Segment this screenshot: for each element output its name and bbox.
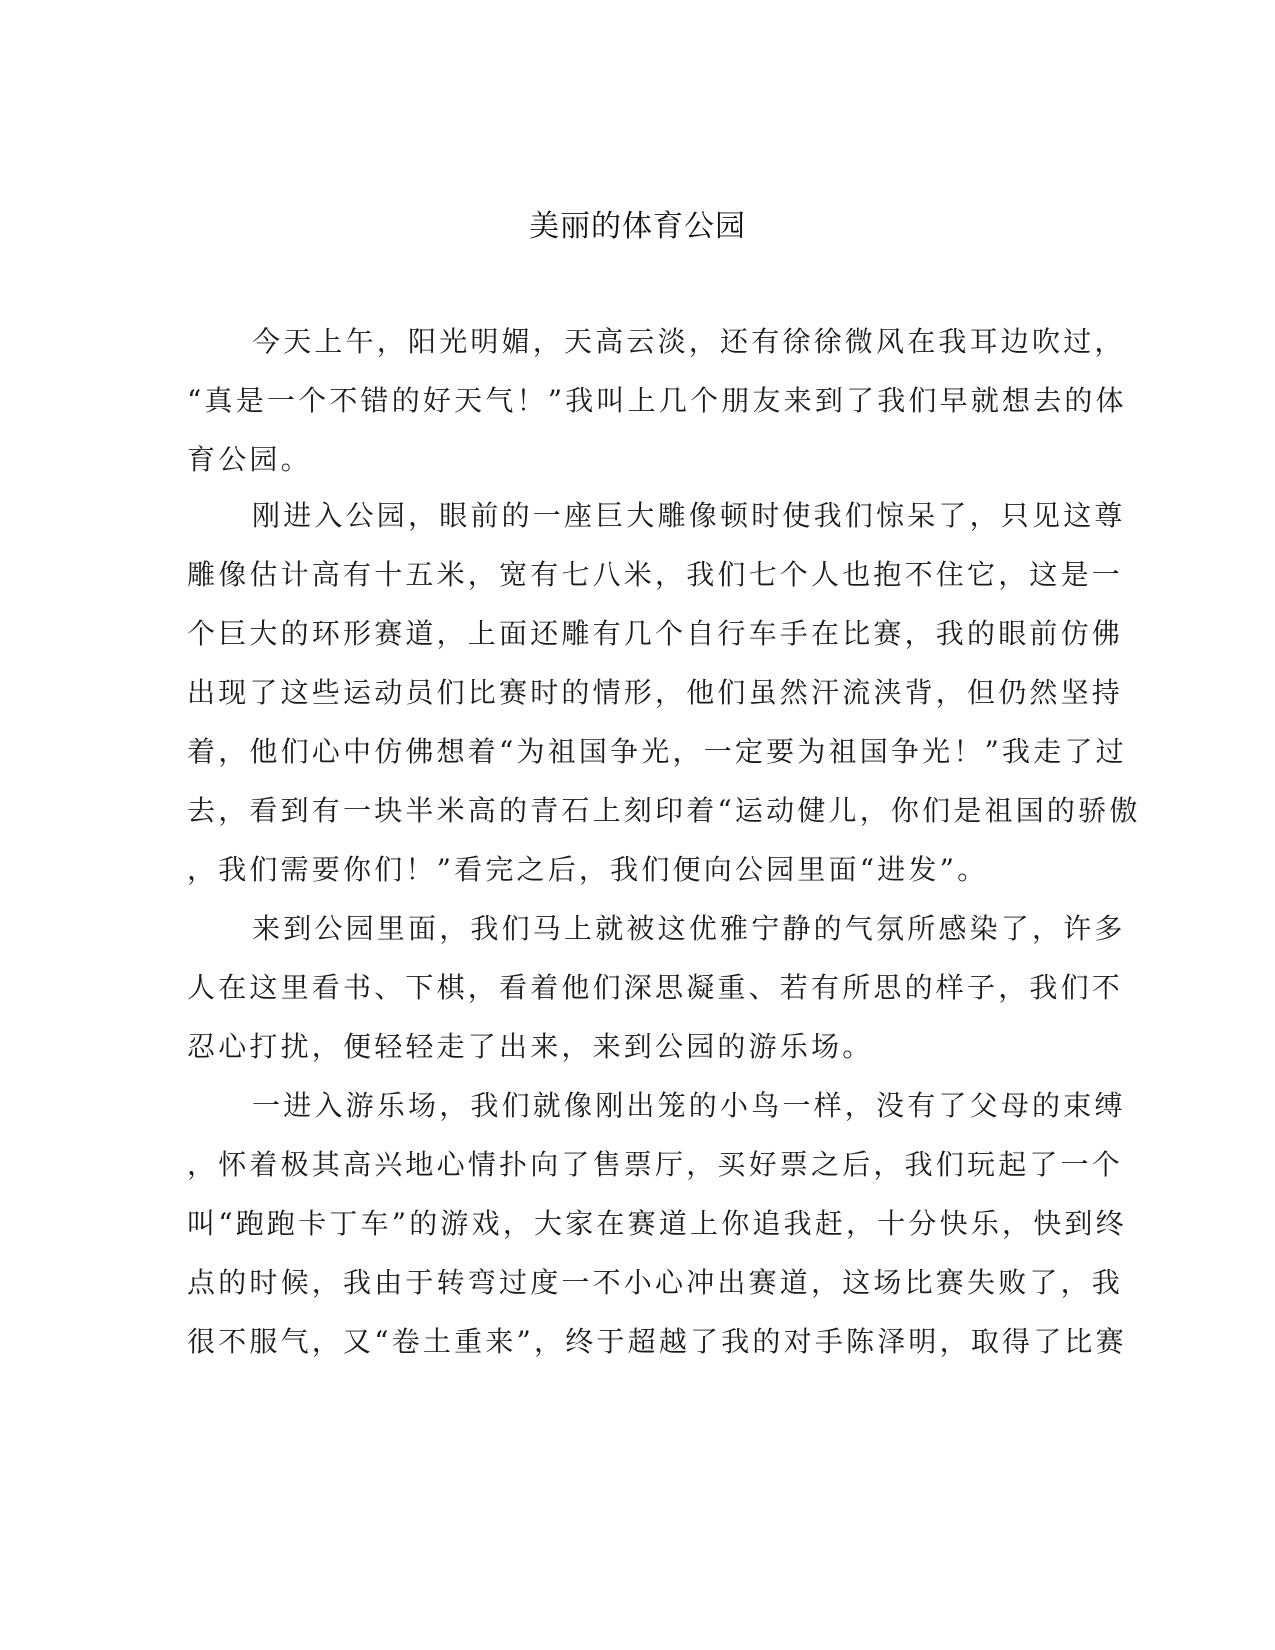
- paragraph-line: 叫“跑跑卡丁车”的游戏，大家在赛道上你追我赶，十分快乐，快到终: [187, 1207, 1127, 1240]
- paragraph-line: 个巨大的环形赛道，上面还雕有几个自行车手在比赛，我的眼前仿佛: [187, 617, 1124, 650]
- document-title: 美丽的体育公园: [529, 209, 746, 244]
- paragraph-line: 很不服气，又“卷土重来”，终于超越了我的对手陈泽明，取得了比赛: [187, 1325, 1127, 1358]
- paragraph-line: 刚进入公园，眼前的一座巨大雕像顿时使我们惊呆了，只见这尊: [252, 499, 1126, 532]
- paragraph-line: 一进入游乐场，我们就像刚出笼的小鸟一样，没有了父母的束缚: [252, 1089, 1126, 1122]
- paragraph-line: 来到公园里面，我们马上就被这优雅宁静的气氛所感染了，许多: [252, 912, 1126, 945]
- paragraph-line: 雕像估计高有十五米，宽有七八米，我们七个人也抱不住它，这是一: [187, 558, 1124, 591]
- paragraph-line: 忍心打扰，便轻轻走了出来，来到公园的游乐场。: [187, 1030, 874, 1063]
- paragraph-line: 着，他们心中仿佛想着“为祖国争光，一定要为祖国争光！”我走了过: [187, 735, 1127, 768]
- paragraph-line: ，我们需要你们！”看完之后，我们便向公园里面“进发”。: [187, 853, 989, 886]
- paragraph-line: 育公园。: [187, 443, 312, 476]
- paragraph-line: 去，看到有一块半米高的青石上刻印着“运动健儿，你们是祖国的骄傲: [187, 794, 1141, 827]
- paragraph-line: 出现了这些运动员们比赛时的情形，他们虽然汗流浃背，但仍然坚持: [187, 676, 1124, 709]
- paragraph-line: 点的时候，我由于转弯过度一不小心冲出赛道，这场比赛失败了，我: [187, 1266, 1124, 1299]
- paragraph-line: 今天上午，阳光明媚，天高云淡，还有徐徐微风在我耳边吹过，: [252, 325, 1126, 358]
- paragraph-line: “真是一个不错的好天气！”我叫上几个朋友来到了我们早就想去的体: [187, 384, 1127, 417]
- paragraph-line: 人在这里看书、下棋，看着他们深思凝重、若有所思的样子，我们不: [187, 971, 1124, 1004]
- paragraph-line: ，怀着极其高兴地心情扑向了售票厅，买好票之后，我们玩起了一个: [187, 1148, 1124, 1181]
